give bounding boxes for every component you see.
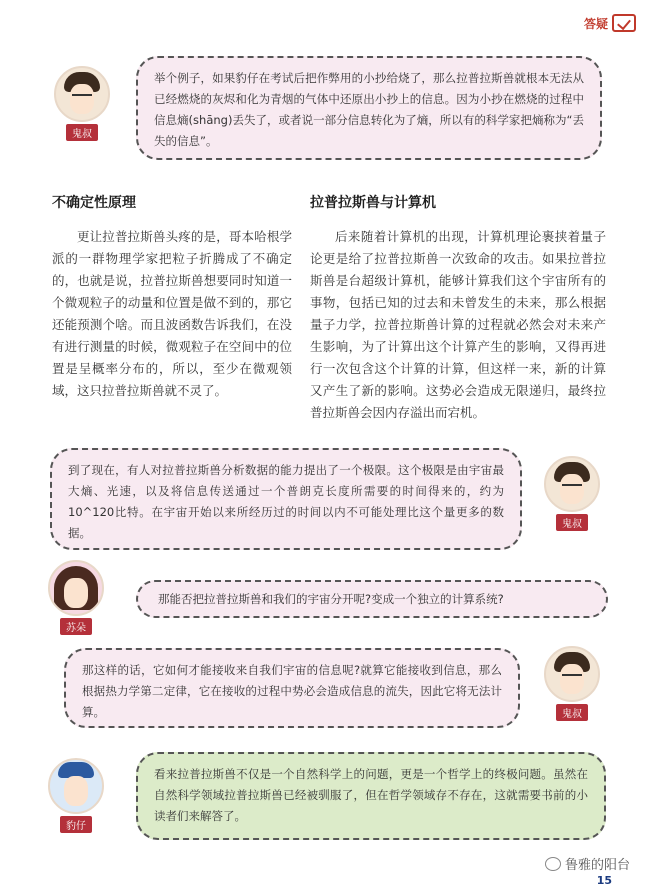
dialogue-text: 那这样的话，它如何才能接收来自我们宇宙的信息呢?就算它能接收到信息，那么根据热力学第二定律，它在接收的过程中势必会造成信息的流失，因此它将无法计算。 bbox=[82, 663, 502, 719]
guishu-portrait-icon bbox=[54, 66, 110, 122]
watermark-text: 鲁雅的阳台 bbox=[564, 858, 630, 873]
dialogue-bubble-2 bbox=[50, 448, 522, 550]
speaker-name: 苏朵 bbox=[60, 618, 92, 635]
dialogue-bubble-4 bbox=[64, 648, 520, 728]
guishu-portrait-icon bbox=[544, 456, 600, 512]
dialogue-text: 举个例子，如果豹仔在考试后把作弊用的小抄给烧了，那么拉普拉斯兽就根本无法从已经燃烧的灰烬和化为青烟的气体中还原出小抄上的信息。因为小抄在燃烧的过程中信息熵(shāng)丢失了，或者说一部分信息转化为了熵，所以有的科学家把熵称为“丢失的信息”。 bbox=[154, 71, 584, 148]
susu-portrait-icon bbox=[48, 560, 104, 616]
section-body: 更让拉普拉斯兽头疼的是，哥本哈根学派的一群物理学家把粒子折腾成了不确定的，也就是说，拉普拉斯兽想要同时知道一个微观粒子的动量和位置是做不到的，那它还能预测个啥。而且波函数告诉我们，在没有进行测量的时候，微观粒子在空间中的位置是呈概率分布的，所以，至少在微观领域，这只拉普拉斯兽就不灵了。 bbox=[52, 229, 292, 398]
watermark bbox=[545, 854, 630, 873]
dialogue-bubble-5 bbox=[136, 752, 606, 840]
section-computer bbox=[310, 192, 606, 424]
dialogue-text: 到了现在，有人对拉普拉斯兽分析数据的能力提出了一个极限。这个极限是由宇宙最大熵、光速，以及将信息传送通过一个普朗克长度所需要的时间得来的，约为10^120比特。在宇宙开始以来所经历过的时间以内不可能处理比这个量更多的数据。 bbox=[68, 463, 504, 540]
dialogue-text: 那能否把拉普拉斯兽和我们的宇宙分开呢?变成一个独立的计算系统? bbox=[158, 592, 504, 606]
guishu-portrait-icon bbox=[544, 646, 600, 702]
baozai-portrait-icon bbox=[48, 758, 104, 814]
speaker-name: 鬼叔 bbox=[66, 124, 98, 141]
wechat-icon bbox=[545, 857, 561, 871]
speaker-name: 豹仔 bbox=[60, 816, 92, 833]
avatar-guishu-1 bbox=[50, 66, 114, 141]
section-title: 拉普拉斯兽与计算机 bbox=[310, 195, 436, 211]
page-number: 15 bbox=[596, 874, 612, 887]
speaker-name: 鬼叔 bbox=[556, 514, 588, 531]
checkmark-icon bbox=[612, 14, 636, 32]
avatar-guishu-2 bbox=[540, 456, 604, 531]
section-body: 后来随着计算机的出现，计算机理论裹挟着量子论更是给了拉普拉斯兽一次致命的攻击。如果拉普拉斯兽是台超级计算机，能够计算我们这个宇宙所有的事物，包括已知的过去和未曾发生的未来，那么根据量子力学，拉普拉斯兽计算的过程就必然会对未来产生影响，为了计算出这个计算产生的影响，又得再进行一次包含这个计算的计算，但这样一来，新的计算又产生了新的影响。这势必会造成无限递归，最终拉普拉斯兽会因内存溢出而宕机。 bbox=[310, 229, 606, 420]
corner-logo bbox=[584, 14, 636, 32]
header-tag: 答疑 bbox=[583, 16, 608, 31]
avatar-baozai bbox=[44, 758, 108, 833]
section-uncertainty bbox=[52, 192, 292, 402]
avatar-susu bbox=[44, 560, 108, 635]
dialogue-text: 看来拉普拉斯兽不仅是一个自然科学上的问题，更是一个哲学上的终极问题。虽然在自然科学领域拉普拉斯兽已经被驯服了，但在哲学领域存不存在，这就需要书前的小读者们来解答了。 bbox=[154, 767, 588, 823]
section-title: 不确定性原理 bbox=[52, 195, 136, 211]
dialogue-bubble-3 bbox=[136, 580, 608, 618]
avatar-guishu-3 bbox=[540, 646, 604, 721]
dialogue-bubble-1 bbox=[136, 56, 602, 160]
speaker-name: 鬼叔 bbox=[556, 704, 588, 721]
